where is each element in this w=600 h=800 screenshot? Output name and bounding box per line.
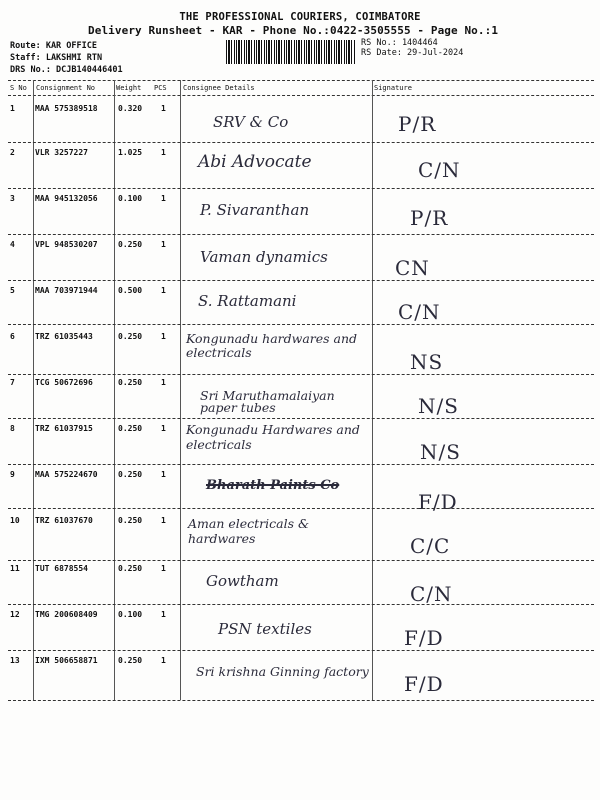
row-weight: 0.250: [118, 516, 143, 525]
row-consignment-no: MAA 703971944: [35, 286, 98, 295]
col-sno: S No: [10, 84, 27, 92]
row-pcs: 1: [161, 332, 166, 341]
row-weight: 0.250: [118, 332, 143, 341]
row-divider: [8, 280, 594, 281]
row-signature: C/C: [410, 534, 451, 558]
row-sno: 2: [10, 148, 15, 157]
col-divider: [180, 80, 181, 700]
staff-label: Staff: LAKSHMI RTN: [10, 53, 103, 63]
row-weight: 0.100: [118, 194, 143, 203]
row-consignment-no: MAA 575389518: [35, 104, 98, 113]
row-divider: [8, 508, 594, 509]
col-consignee: Consignee Details: [183, 84, 255, 92]
row-signature: P/R: [410, 206, 449, 230]
row-consignment-no: TRZ 61037670: [35, 516, 93, 525]
row-weight: 0.250: [118, 470, 143, 479]
row-divider: [8, 374, 594, 375]
row-consignment-no: MAA 945132056: [35, 194, 98, 203]
row-consignment-no: IXM 506658871: [35, 656, 98, 665]
row-consignee: SRV & Co: [213, 113, 289, 131]
row-divider: [8, 324, 594, 325]
row-divider: [8, 604, 594, 605]
row-sno: 12: [10, 610, 20, 619]
row-consignment-no: TRZ 61035443: [35, 332, 93, 341]
row-signature: F/D: [404, 626, 444, 650]
row-weight: 0.250: [118, 378, 143, 387]
row-sno: 10: [10, 516, 20, 525]
row-consignee: P. Sivaranthan: [200, 201, 310, 219]
row-pcs: 1: [161, 610, 166, 619]
row-pcs: 1: [161, 148, 166, 157]
row-divider: [8, 560, 594, 561]
row-pcs: 1: [161, 378, 166, 387]
col-signature: Signature: [374, 84, 412, 92]
row-consignment-no: TUT 6878554: [35, 564, 88, 573]
row-divider: [8, 142, 594, 143]
row-weight: 0.100: [118, 610, 143, 619]
col-pcs: PCS: [154, 84, 167, 92]
drs-number: DRS No.: DCJB140446401: [10, 65, 123, 75]
header-bottom-rule: [8, 95, 594, 96]
row-weight: 0.250: [118, 564, 143, 573]
row-signature: C/N: [398, 300, 441, 324]
row-weight: 0.250: [118, 240, 143, 249]
col-divider: [372, 80, 373, 700]
route-label: Route: KAR OFFICE: [10, 41, 97, 51]
row-consignee: Sri Maruthamalaiyan paper tubes: [200, 388, 335, 415]
row-weight: 0.250: [118, 656, 143, 665]
row-sno: 13: [10, 656, 20, 665]
row-sno: 7: [10, 378, 15, 387]
barcode: [226, 40, 356, 64]
row-consignee: S. Rattamani: [198, 292, 297, 310]
row-divider: [8, 418, 594, 419]
row-consignment-no: VLR 3257227: [35, 148, 88, 157]
row-weight: 0.500: [118, 286, 143, 295]
rs-number: RS No.: 1404464: [361, 38, 438, 48]
col-consignment: Consignment No: [36, 84, 96, 92]
row-pcs: 1: [161, 656, 166, 665]
row-weight: 0.320: [118, 104, 143, 113]
row-signature: F/D: [404, 672, 444, 696]
row-weight: 1.025: [118, 148, 143, 157]
row-sno: 9: [10, 470, 15, 479]
row-consignment-no: VPL 948530207: [35, 240, 98, 249]
row-divider: [8, 234, 594, 235]
row-consignee: Abi Advocate: [198, 152, 312, 172]
row-consignee: Bharath Paints Co: [206, 478, 340, 493]
row-consignee: Kongunadu Hardwares and electricals: [186, 422, 360, 452]
row-sno: 1: [10, 104, 15, 113]
row-pcs: 1: [161, 516, 166, 525]
row-sno: 3: [10, 194, 15, 203]
row-pcs: 1: [161, 286, 166, 295]
row-consignment-no: MAA 575224670: [35, 470, 98, 479]
row-consignee: PSN textiles: [218, 620, 312, 638]
row-consignment-no: TMG 200608409: [35, 610, 98, 619]
row-pcs: 1: [161, 424, 166, 433]
row-pcs: 1: [161, 104, 166, 113]
row-signature: N/S: [418, 394, 459, 418]
row-consignee: Sri krishna Ginning factory: [196, 664, 369, 679]
row-consignee: Vaman dynamics: [200, 248, 328, 266]
row-divider: [8, 650, 594, 651]
row-signature: C/N: [418, 158, 461, 182]
row-sno: 11: [10, 564, 20, 573]
row-sno: 5: [10, 286, 15, 295]
row-signature: NS: [410, 350, 444, 374]
row-consignment-no: TCG 50672696: [35, 378, 93, 387]
row-sno: 6: [10, 332, 15, 341]
row-signature: P/R: [398, 112, 437, 136]
row-divider: [8, 188, 594, 189]
header-top-rule: [8, 80, 594, 81]
row-pcs: 1: [161, 564, 166, 573]
row-weight: 0.250: [118, 424, 143, 433]
row-pcs: 1: [161, 194, 166, 203]
col-divider: [114, 80, 115, 700]
row-signature: N/S: [420, 440, 461, 464]
row-divider: [8, 700, 594, 701]
col-weight: Weight: [116, 84, 142, 92]
row-sno: 4: [10, 240, 15, 249]
row-signature: C/N: [410, 582, 453, 606]
col-divider: [33, 80, 34, 700]
row-pcs: 1: [161, 470, 166, 479]
row-signature: F/D: [418, 490, 458, 514]
row-consignee: Aman electricals & hardwares: [188, 516, 310, 546]
row-consignment-no: TRZ 61037915: [35, 424, 93, 433]
row-divider: [8, 464, 594, 465]
runsheet-title: Delivery Runsheet - KAR - Phone No.:0422-3505555 - Page No.:1: [88, 24, 499, 37]
rs-date: RS Date: 29-Jul-2024: [361, 48, 464, 58]
company-title: THE PROFESSIONAL COURIERS, COIMBATORE: [179, 11, 421, 23]
row-consignee: Gowtham: [206, 572, 279, 590]
row-sno: 8: [10, 424, 15, 433]
row-signature: CN: [395, 256, 430, 280]
row-pcs: 1: [161, 240, 166, 249]
row-consignee: Kongunadu hardwares and electricals: [186, 331, 358, 360]
